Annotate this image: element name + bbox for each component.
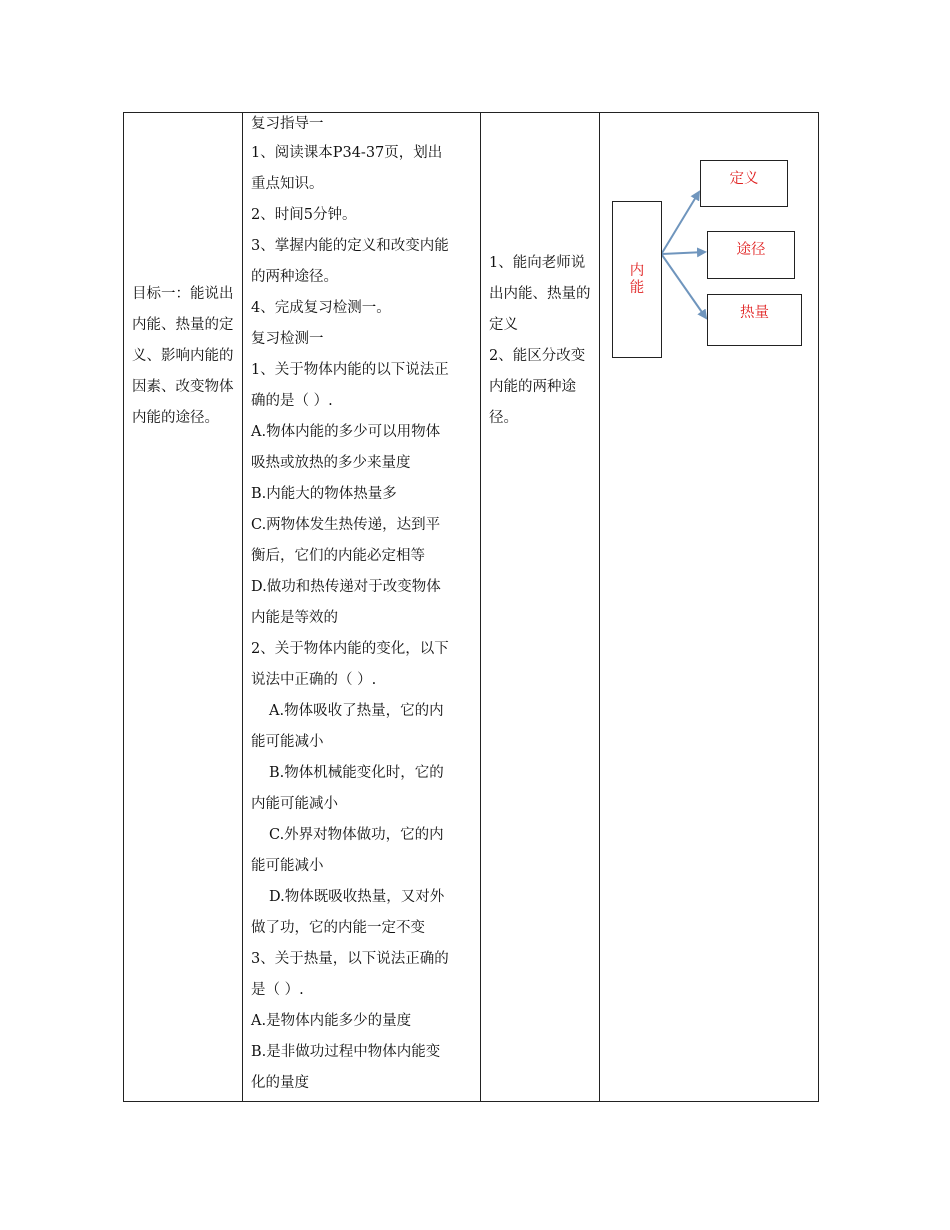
target-item-2: 2、能区分改变内能的两种途径。 — [489, 348, 586, 426]
guide-line: B.是非做功过程中物体内能变 — [251, 1044, 441, 1060]
guide-line: 1、关于物体内能的以下说法正 — [251, 362, 449, 378]
guide-line: 衡后，它们的内能必定相等 — [251, 548, 425, 564]
guide-line: 4、完成复习检测一。 — [251, 300, 391, 316]
concept-map-column — [600, 113, 819, 1101]
concept-label-heat: 热量 — [740, 305, 769, 321]
guide-line: 2、时间5分钟。 — [251, 207, 357, 223]
goal-text: 目标一：能说出内能、热量的定义、影响内能的因素、改变物体内能的途径。 — [132, 286, 234, 426]
concept-label-path: 途径 — [736, 242, 766, 258]
guide-line: 3、关于热量，以下说法正确的 — [251, 951, 449, 967]
goal-column — [124, 113, 242, 1101]
guide-line: 内能可能减小 — [251, 796, 338, 812]
guide-line: A.物体吸收了热量，它的内 — [269, 703, 444, 719]
arrow-to-definition — [662, 192, 699, 253]
arrow-to-heat — [662, 255, 706, 318]
lesson-table — [123, 112, 819, 1102]
guide-line: 重点知识。 — [251, 176, 324, 192]
guide-line: 能可能减小 — [251, 858, 324, 874]
guide-line: B.内能大的物体热量多 — [251, 486, 397, 502]
guide-line: 的两种途径。 — [251, 269, 338, 285]
guide-line: D.物体既吸收热量，又对外 — [269, 889, 445, 905]
guide-line: 3、掌握内能的定义和改变内能 — [251, 238, 449, 254]
guide-line: 做了功，它的内能一定不变 — [251, 920, 425, 936]
concept-label-definition: 定义 — [729, 171, 759, 187]
concept-box-heat — [707, 294, 802, 346]
guide-line: 化的量度 — [251, 1075, 309, 1091]
guide-line: 说法中正确的（ ）. — [251, 672, 377, 688]
target-item-1: 1、能向老师说出内能、热量的定义 — [489, 255, 591, 333]
guide-line: B.物体机械能变化时，它的 — [269, 765, 444, 781]
target-column — [481, 113, 599, 1101]
guide-line: 吸热或放热的多少来量度 — [251, 455, 411, 471]
guide-line: 2、关于物体内能的变化，以下 — [251, 641, 449, 657]
guide-line: D.做功和热传递对于改变物体 — [251, 579, 441, 595]
guide-line: A.是物体内能多少的量度 — [251, 1013, 412, 1029]
guide-line: C.外界对物体做功，它的内 — [269, 827, 444, 843]
concept-center-label: 内能 — [629, 262, 645, 296]
guide-line: 复习检测一 — [251, 331, 324, 347]
guide-line: 内能是等效的 — [251, 610, 338, 626]
concept-box-path — [707, 231, 795, 279]
concept-center-box — [612, 201, 662, 358]
concept-box-definition — [700, 160, 788, 207]
guide-line: 1、阅读课本P34-37页，划出 — [251, 145, 443, 161]
arrow-to-path — [662, 252, 705, 254]
target-text-block — [489, 248, 593, 434]
goal-text-block — [132, 279, 236, 434]
guide-line: 确的是（ ）. — [251, 393, 333, 409]
guide-line: A.物体内能的多少可以用物体 — [251, 424, 441, 440]
guide-line: C.两物体发生热传递，达到平 — [251, 517, 441, 533]
guide-line: 是（ ）. — [251, 982, 304, 998]
guide-line: 复习指导一 — [251, 116, 324, 132]
guide-line: 能可能减小 — [251, 734, 324, 750]
guide-lines — [251, 113, 476, 1099]
guide-column — [243, 113, 480, 1101]
